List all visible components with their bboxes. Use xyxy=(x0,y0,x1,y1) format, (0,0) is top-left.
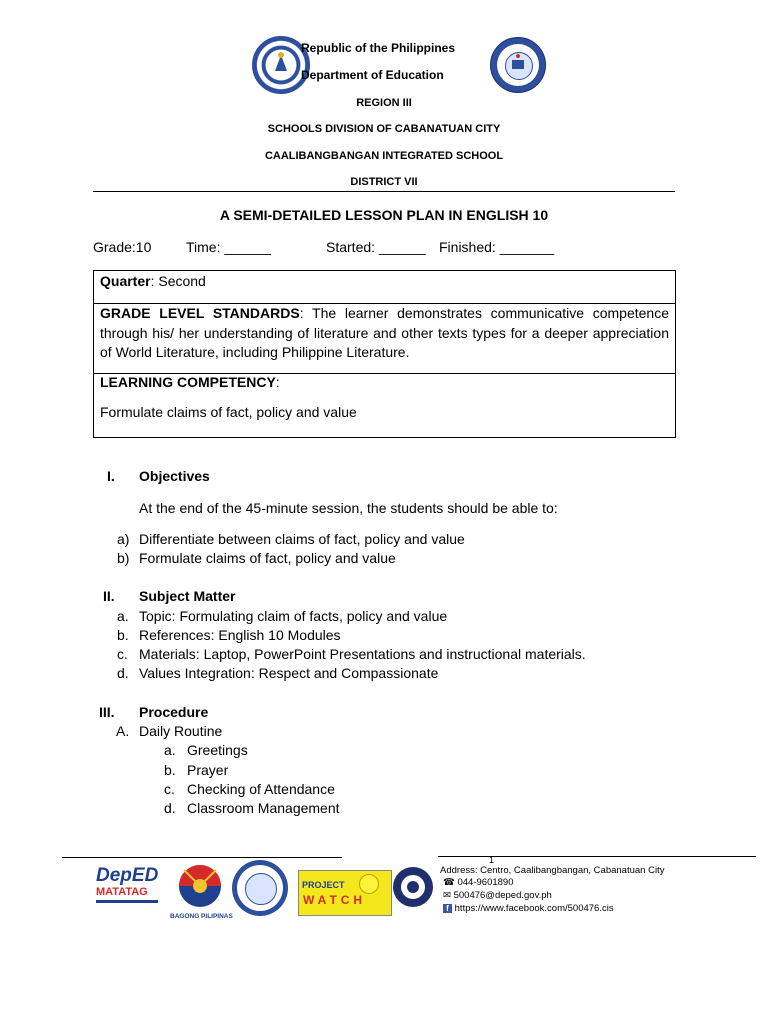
deped-logo xyxy=(96,865,162,920)
footer-facebook-row xyxy=(443,903,614,914)
header-district: DISTRICT VII xyxy=(350,176,418,188)
division-seal xyxy=(232,860,288,916)
footer-phone: 044-9601890 xyxy=(457,877,514,888)
watch-label: WATCH xyxy=(303,893,367,907)
subject-a-text: Topic: Formulating claim of facts, policy and value xyxy=(139,608,448,624)
procedure-d-marker: d. xyxy=(164,800,176,816)
project-label: PROJECT xyxy=(302,880,345,890)
footer-email-row xyxy=(443,890,552,901)
objective-b-text: Formulate claims of fact, policy and value xyxy=(139,550,396,566)
procedure-b-marker: b. xyxy=(164,762,176,778)
procedure-a-text: Greetings xyxy=(187,742,248,758)
deped-logo-text: DepED xyxy=(96,865,159,886)
school-seal xyxy=(490,37,546,93)
procedure-b-text: Prayer xyxy=(187,762,229,778)
quarter-label: Quarter xyxy=(100,273,151,289)
grade-field: Grade:10 xyxy=(93,239,152,255)
header-school: CAALIBANGBANGAN INTEGRATED SCHOOL xyxy=(264,150,504,162)
competency-row xyxy=(94,374,675,436)
subject-b-text: References: English 10 Modules xyxy=(139,627,341,643)
subject-c-text: Materials: Laptop, PowerPoint Presentations and instructional materials. xyxy=(139,646,586,662)
subject-d-text: Values Integration: Respect and Compassionate xyxy=(139,665,439,681)
procedure-c-marker: c. xyxy=(164,781,175,797)
competency-colon: : xyxy=(275,374,280,390)
objective-b-marker: b) xyxy=(117,550,130,566)
page-number: 1 xyxy=(489,855,495,865)
footer-phone-row xyxy=(443,877,513,888)
subject-b-marker: b. xyxy=(117,627,129,643)
header-division: SCHOOLS DIVISION OF CABANATUAN CITY xyxy=(267,123,501,135)
footer-divider-left xyxy=(62,857,342,858)
procedure-sub-marker: A. xyxy=(116,723,130,739)
competency-text: Formulate claims of fact, policy and value xyxy=(100,404,357,420)
standards-label: GRADE LEVEL STANDARDS xyxy=(100,305,300,321)
subject-number: II. xyxy=(103,588,115,604)
objective-a-text: Differentiate between claims of fact, policy and value xyxy=(139,531,465,547)
phone-icon: ☎ xyxy=(443,877,455,888)
header-region: REGION III xyxy=(356,97,412,109)
footer-address: Address: Centro, Caalibangbangan, Cabanatuan City xyxy=(440,865,665,876)
started-field: Started: ______ xyxy=(326,239,426,255)
header-department: Department of Education xyxy=(301,68,444,82)
document-title: A SEMI-DETAILED LESSON PLAN IN ENGLISH 10 xyxy=(219,207,549,223)
competency-label: LEARNING COMPETENCY xyxy=(100,374,276,390)
school-logo xyxy=(393,867,433,907)
objectives-title: Objectives xyxy=(139,468,210,484)
objectives-intro: At the end of the 45-minute session, the students should be able to: xyxy=(139,500,558,516)
finished-field: Finished: _______ xyxy=(439,239,555,255)
subject-d-marker: d. xyxy=(117,665,129,681)
procedure-a-marker: a. xyxy=(164,742,176,758)
subject-title: Subject Matter xyxy=(139,588,236,604)
time-field: Time: ______ xyxy=(186,239,272,255)
project-watch-logo xyxy=(298,870,392,916)
header-divider xyxy=(93,191,675,192)
standards-row xyxy=(94,303,675,374)
matatag-text: MATATAG xyxy=(96,886,148,898)
procedure-c-text: Checking of Attendance xyxy=(187,781,335,797)
footer-facebook: https://www.facebook.com/500476.cis xyxy=(454,903,614,914)
footer-email: 500476@deped.gov.ph xyxy=(453,890,552,901)
bagong-pilipinas-logo xyxy=(170,862,233,920)
quarter-row xyxy=(94,271,675,304)
footer-divider-right xyxy=(438,856,756,857)
standards-text: : The learner demonstrates communicative competence through his/ her understanding of literature and other texts types for a deeper appreciation of World Literature, including Philippine Literature. xyxy=(100,305,669,360)
email-icon: ✉ xyxy=(443,890,451,901)
standards-box xyxy=(93,270,676,438)
procedure-title: Procedure xyxy=(139,704,209,720)
procedure-d-text: Classroom Management xyxy=(187,800,340,816)
objective-a-marker: a) xyxy=(117,531,130,547)
header-republic: Republic of the Philippines xyxy=(301,41,456,55)
quarter-value: : Second xyxy=(150,273,206,289)
subject-c-marker: c. xyxy=(117,646,128,662)
procedure-number: III. xyxy=(99,704,115,720)
procedure-sub-text: Daily Routine xyxy=(139,723,223,739)
objectives-number: I. xyxy=(107,468,115,484)
subject-a-marker: a. xyxy=(117,608,129,624)
facebook-icon: f xyxy=(443,904,452,913)
bagong-pilipinas-text: BAGONG PILIPINAS xyxy=(170,913,233,920)
